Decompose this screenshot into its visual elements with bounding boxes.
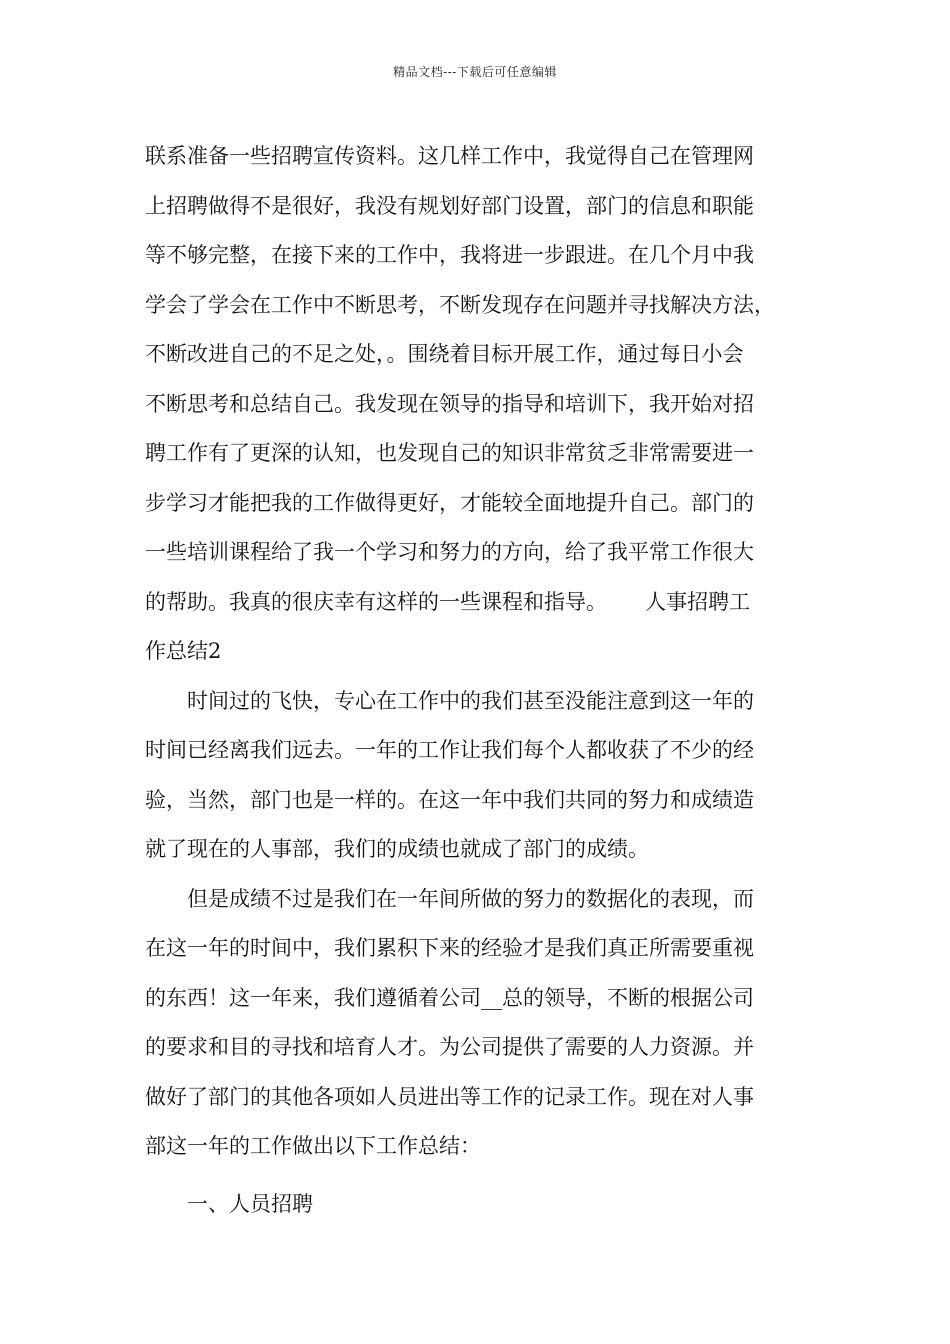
body-line: 作总结2 bbox=[145, 639, 222, 663]
body-line: 步学习才能把我的工作做得更好，才能较全面地提升自己。部门的 bbox=[145, 490, 754, 515]
body-line: 在这一年的时间中，我们累积下来的经验才是我们真正所需要重视 bbox=[145, 936, 754, 960]
body-line: 聘工作有了更深的认知，也发现自己的知识非常贫乏非常需要进一 bbox=[145, 441, 754, 465]
section-heading: 一、人员招聘 bbox=[187, 1191, 313, 1216]
body-line: 的东西！这一年来，我们遵循着公司__总的领导，不断的根据公司 bbox=[145, 985, 754, 1010]
body-line: 但是成绩不过是我们在一年间所做的努力的数据化的表现，而 bbox=[187, 886, 754, 911]
body-line: 等不够完整，在接下来的工作中，我将进一步跟进。在几个月中我 bbox=[145, 243, 754, 267]
body-line: 学会了学会在工作中不断思考，不断发现存在问题并寻找解决方法， bbox=[145, 292, 775, 317]
body-line: 上招聘做得不是很好，我没有规划好部门设置，部门的信息和职能 bbox=[145, 193, 754, 218]
body-line: 验，当然，部门也是一样的。在这一年中我们共同的努力和成绩造 bbox=[145, 787, 754, 812]
body-line: 一些培训课程给了我一个学习和努力的方向，给了我平常工作很大 bbox=[145, 540, 754, 564]
body-line: 就了现在的人事部，我们的成绩也就成了部门的成绩。 bbox=[145, 837, 649, 861]
body-line: 不断改进自己的不足之处，。围绕着目标开展工作，通过每日小会 bbox=[145, 342, 744, 366]
body-line: 部这一年的工作做出以下工作总结： bbox=[145, 1134, 481, 1158]
body-line: 时间已经离我们远去。一年的工作让我们每个人都收获了不少的经 bbox=[145, 738, 754, 762]
body-line: 不断思考和总结自己。我发现在领导的指导和培训下，我开始对招 bbox=[145, 391, 754, 416]
body-line: 时间过的飞快，专心在工作中的我们甚至没能注意到这一年的 bbox=[187, 688, 754, 713]
body-line: 的要求和目的寻找和培育人才。为公司提供了需要的人力资源。并 bbox=[145, 1035, 754, 1059]
body-line: 的帮助。我真的很庆幸有这样的一些课程和指导。 人事招聘工 bbox=[145, 589, 751, 614]
page-header: 精品文档---下载后可任意编辑 bbox=[393, 65, 557, 79]
body-line: 联系准备一些招聘宣传资料。这几样工作中，我觉得自己在管理网 bbox=[145, 144, 754, 168]
body-line: 做好了部门的其他各项如人员进出等工作的记录工作。现在对人事 bbox=[145, 1084, 754, 1109]
document-body bbox=[145, 132, 817, 1237]
